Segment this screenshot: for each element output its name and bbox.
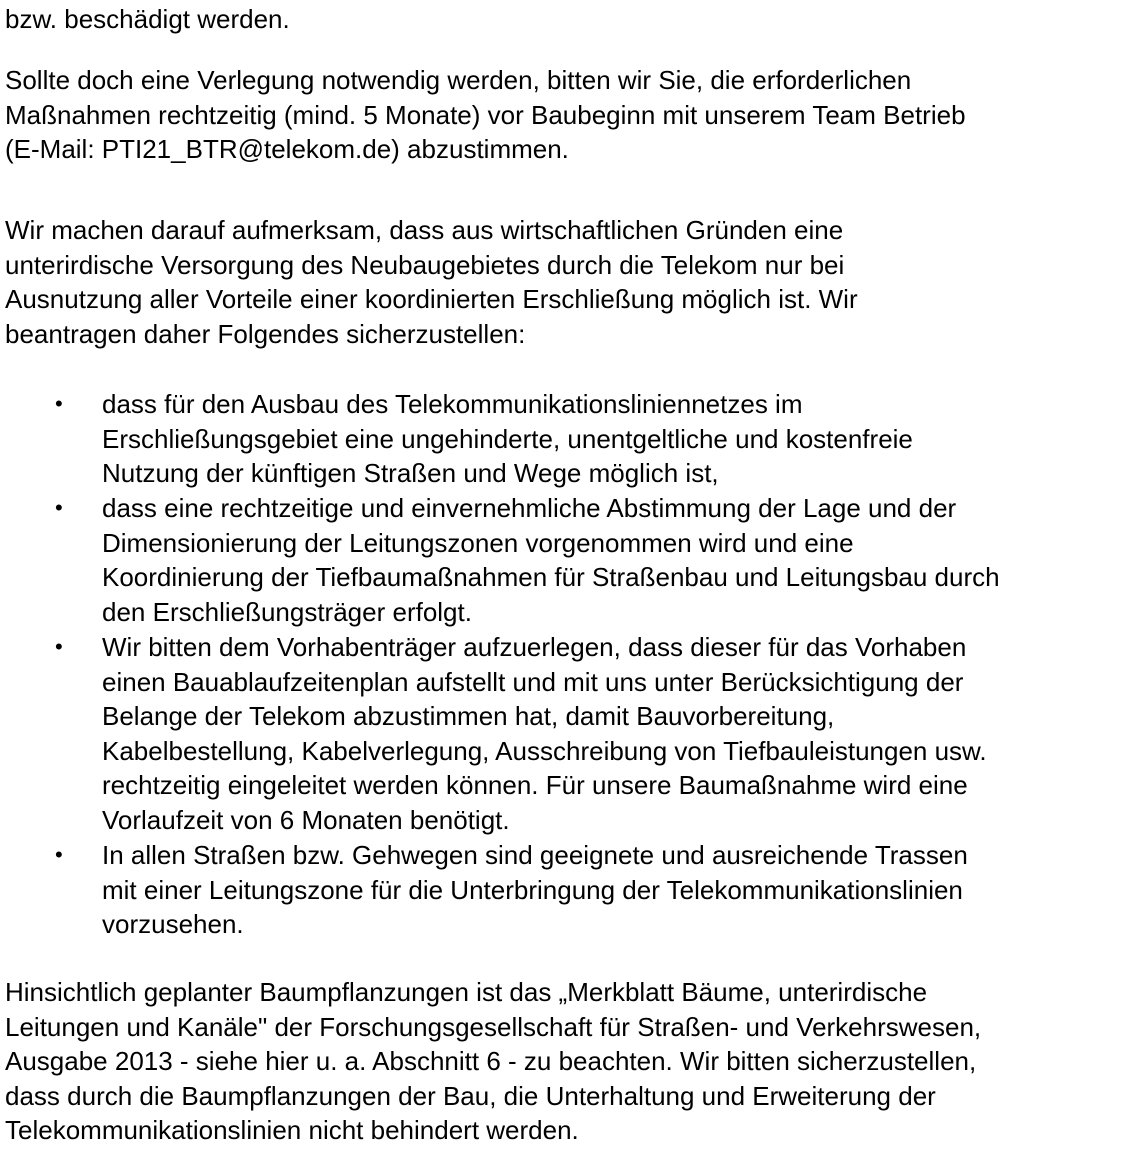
text-line: dass für den Ausbau des Telekommunikationsliniennetzes im [102, 389, 803, 419]
text-line: Hinsichtlich geplanter Baumpflanzungen ist das „Merkblatt Bäume, unterirdische [5, 977, 928, 1007]
list-item-text [102, 491, 1141, 629]
text-line: dass eine rechtzeitige und einvernehmliche Abstimmung der Lage und der [102, 493, 957, 523]
bullet-icon: • [55, 842, 63, 867]
text-line: Koordinierung der Tiefbaumaßnahmen für Straßenbau und Leitungsbau durch [102, 562, 1000, 593]
text-line: Erschließungsgebiet eine ungehinderte, unentgeltliche und kostenfreie [102, 423, 913, 454]
text-line: bzw. beschädigt werden. [5, 4, 290, 34]
text-line: (E-Mail: PTI21_BTR@telekom.de) abzustimmen. [5, 134, 569, 165]
text-line: Belange der Telekom abzustimmen hat, damit Bauvorbereitung, [102, 701, 835, 732]
text-line: dass durch die Baumpflanzungen der Bau, die Unterhaltung und Erweiterung der [5, 1080, 936, 1111]
paragraph-relocation [5, 63, 1141, 167]
list-item-text [102, 387, 1141, 491]
text-line: Maßnahmen rechtzeitig (mind. 5 Monate) vor Baubeginn mit unserem Team Betrieb [5, 99, 966, 130]
text-line: Dimensionierung der Leitungszonen vorgenommen wird und eine [102, 527, 854, 558]
text-line: Telekommunikationslinien nicht behindert werden. [5, 1115, 579, 1146]
text-line: Vorlaufzeit von 6 Monaten benötigt. [102, 804, 510, 835]
paragraph-intro [5, 2, 1141, 37]
text-line: Wir machen darauf aufmerksam, dass aus wirtschaftlichen Gründen eine [5, 215, 844, 245]
text-line: Sollte doch eine Verlegung notwendig werden, bitten wir Sie, die erforderlichen [5, 65, 912, 95]
text-line: unterirdische Versorgung des Neubaugebietes durch die Telekom nur bei [5, 249, 845, 280]
text-line: einen Bauablaufzeitenplan aufstellt und mit uns unter Berücksichtigung der [102, 666, 964, 697]
text-line: Nutzung der künftigen Straßen und Wege möglich ist, [102, 458, 719, 489]
bullet-icon: • [55, 495, 63, 520]
bullet-icon: • [55, 391, 63, 416]
paragraph-economic-reasons [5, 213, 1141, 351]
text-line: Wir bitten dem Vorhabenträger aufzuerlegen, dass dieser für das Vorhaben [102, 632, 967, 662]
text-line: Kabelbestellung, Kabelverlegung, Ausschreibung von Tiefbauleistungen usw. [102, 735, 987, 766]
text-line: beantragen daher Folgendes sicherzustellen: [5, 318, 526, 349]
text-line: vorzusehen. [102, 909, 244, 940]
text-line: Ausnutzung aller Vorteile einer koordinierten Erschließung möglich ist. Wir [5, 284, 858, 315]
text-line: mit einer Leitungszone für die Unterbringung der Telekommunikationslinien [102, 874, 963, 905]
text-line: Ausgabe 2013 - siehe hier u. a. Abschnitt 6 - zu beachten. Wir bitten sicherzustellen, [5, 1046, 977, 1077]
text-line: den Erschließungsträger erfolgt. [102, 596, 472, 627]
text-line: Leitungen und Kanäle" der Forschungsgesellschaft für Straßen- und Verkehrswesen, [5, 1011, 982, 1042]
bullet-icon: • [55, 634, 63, 659]
text-line: In allen Straßen bzw. Gehwegen sind geeignete und ausreichende Trassen [102, 840, 968, 870]
text-line: rechtzeitig eingeleitet werden können. Für unsere Baumaßnahme wird eine [102, 770, 968, 801]
paragraph-tree-planting [5, 975, 1141, 1148]
list-item-text [102, 630, 1141, 838]
list-item-text [102, 838, 1141, 942]
